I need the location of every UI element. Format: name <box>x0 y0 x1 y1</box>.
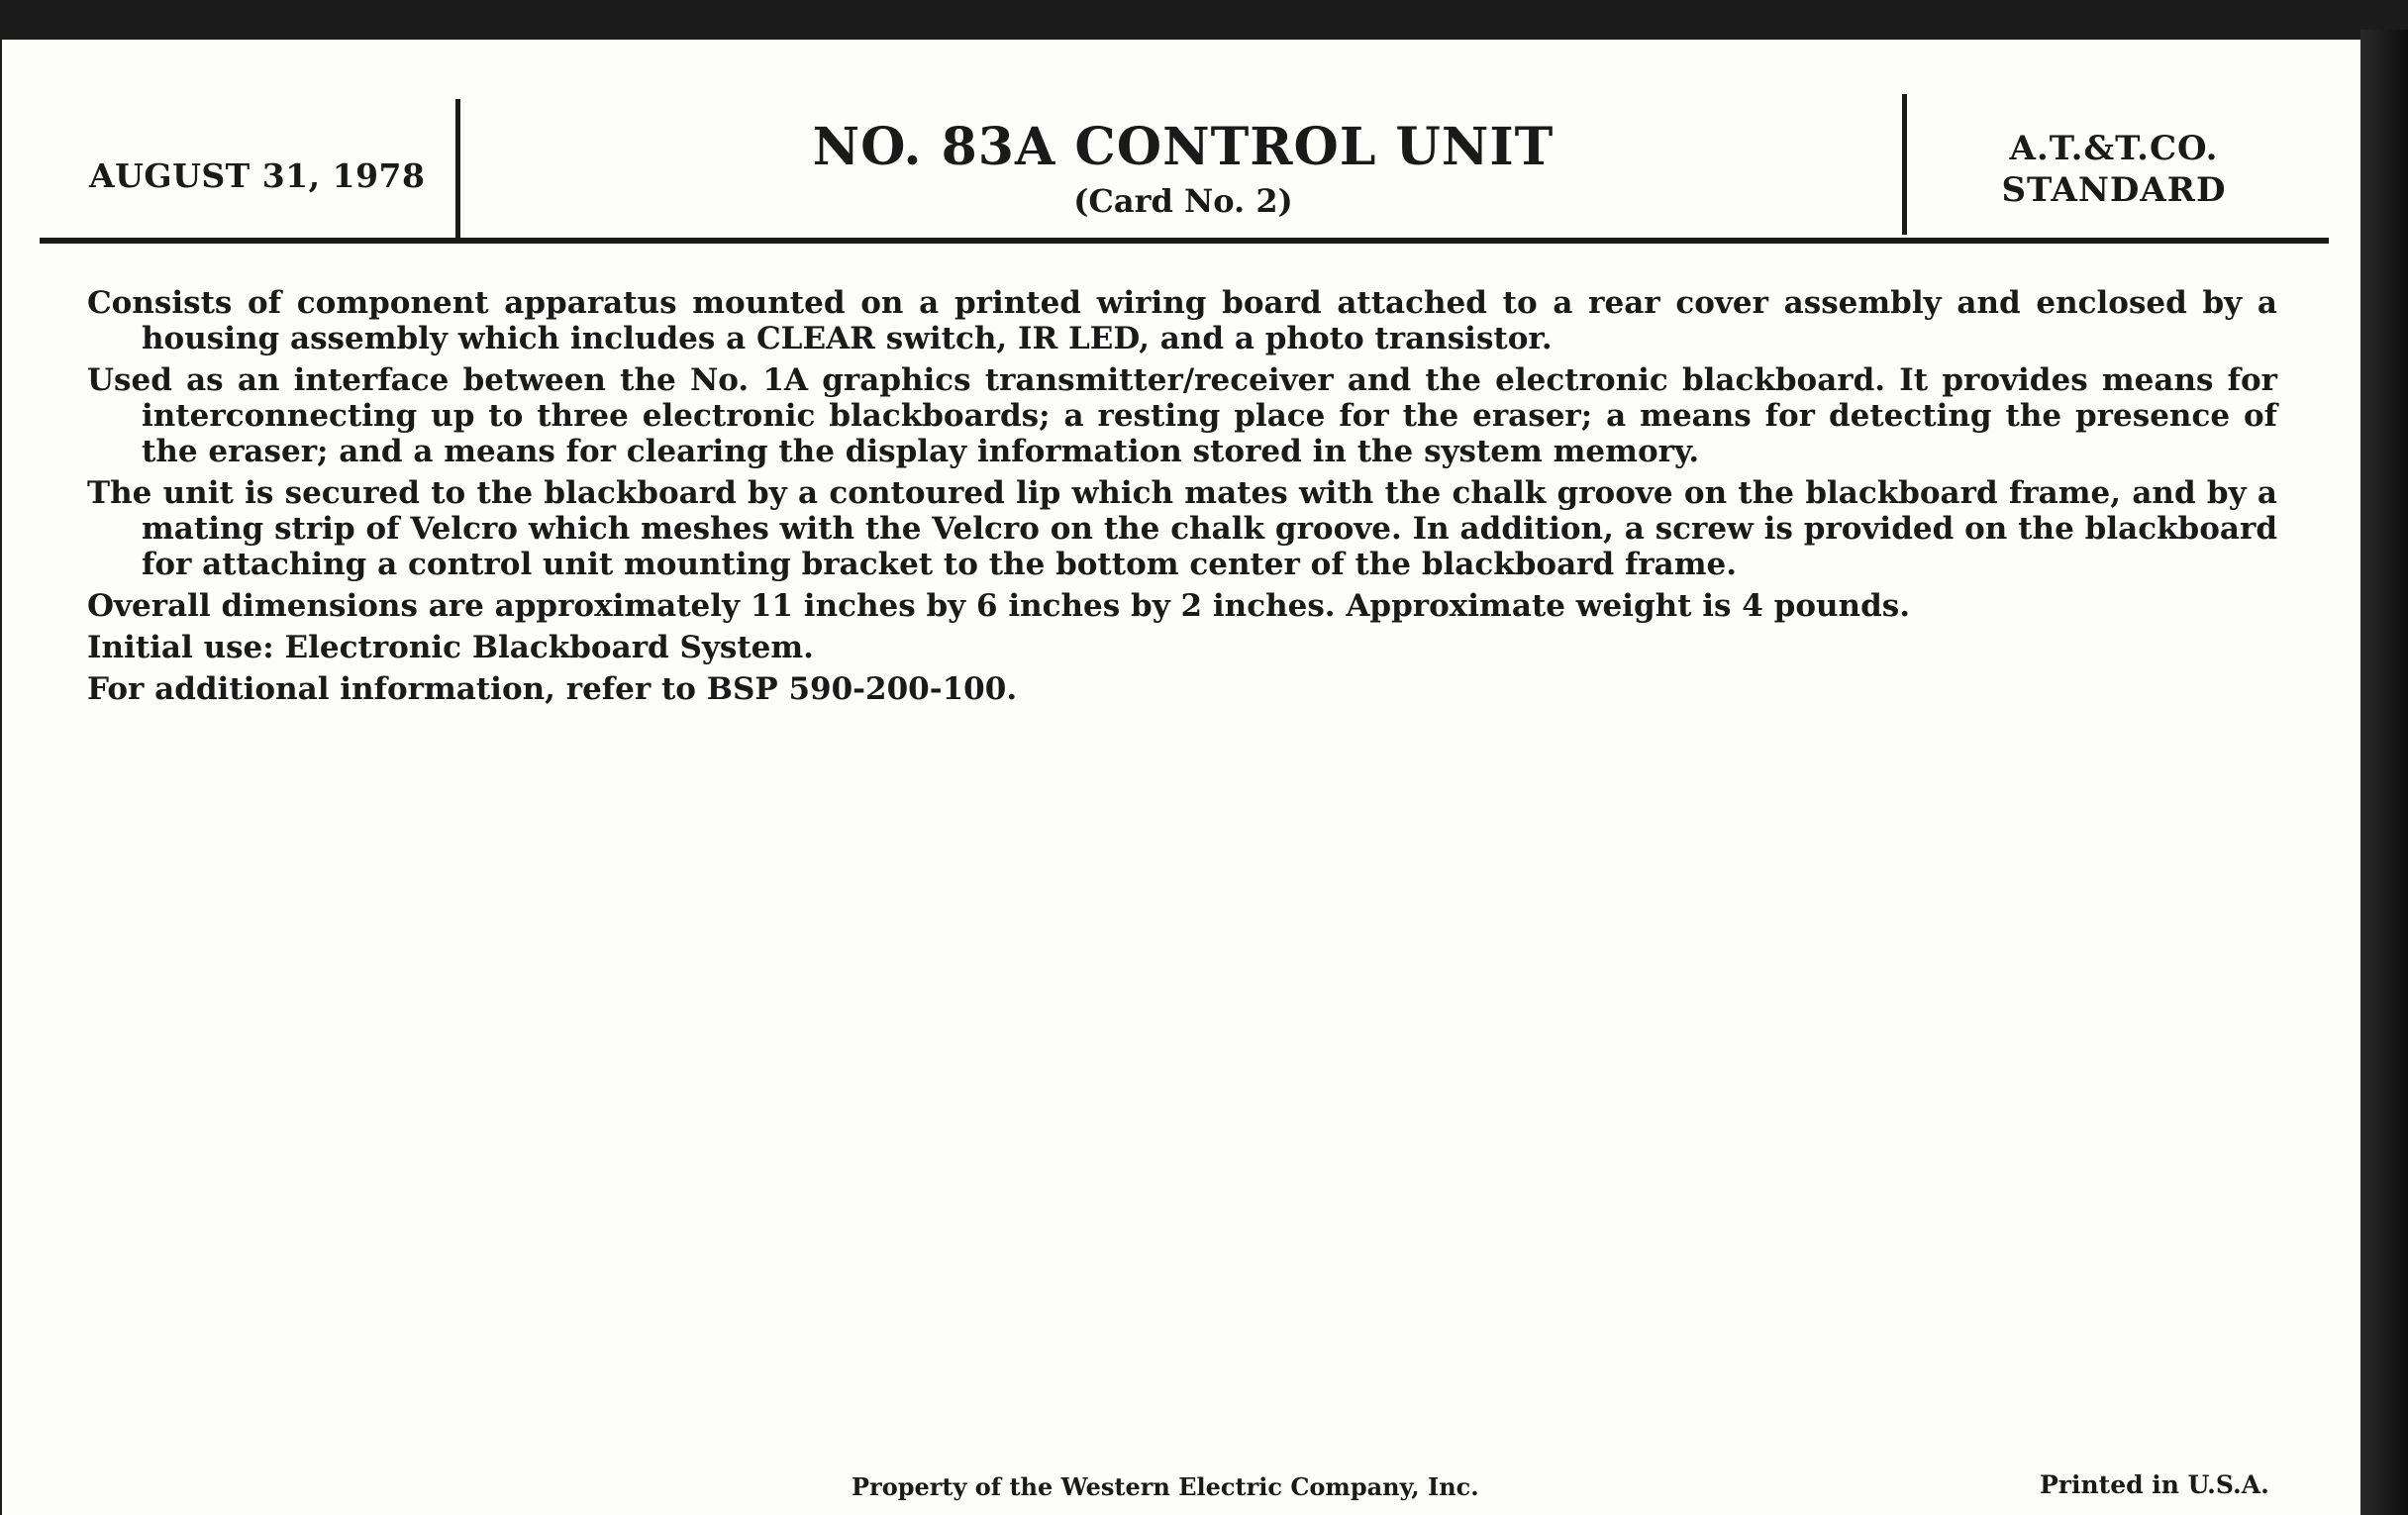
standard-label: STANDARD <box>2001 170 2227 210</box>
property-notice: Property of the Western Electric Company, Inc. <box>852 1472 1479 1501</box>
header-divider-right <box>1902 94 1907 235</box>
document-card <box>2 40 2360 1515</box>
header-rule <box>40 238 2329 244</box>
paragraph-mounting: The unit is secured to the blackboard by a contoured lip which mates with the chalk groove on the blackboard frame, and by a mating strip of Velcro which meshes with the Velcro on the chalk groove. In addition, a screw is provided on the blackboard for attaching a control unit mounting bracket to the bottom center of the blackboard frame. <box>87 475 2277 582</box>
issue-date: AUGUST 31, 1978 <box>89 156 426 195</box>
standard-org: A.T.&T.CO. <box>2009 129 2219 168</box>
print-origin: Printed in U.S.A. <box>2040 1470 2269 1499</box>
scan-edge <box>2360 30 2408 1515</box>
paragraph-reference: For additional information, refer to BSP 590-200-100. <box>87 671 1018 707</box>
card-number: (Card No. 2) <box>1073 182 1293 220</box>
paragraph-usage: Used as an interface between the No. 1A graphics transmitter/receiver and the electronic blackboard. It provides means for interconnecting up to three electronic blackboards; a resting place for the eraser; a means for detecting the presence of the eraser; and a means for clearing the display information stored in the system memory. <box>87 362 2277 469</box>
paragraph-initial-use: Initial use: Electronic Blackboard System. <box>87 630 814 665</box>
document-title: NO. 83A CONTROL UNIT <box>812 117 1555 177</box>
paragraph-construction: Consists of component apparatus mounted on a printed wiring board attached to a rear cover assembly and enclosed by a housing assembly which includes a CLEAR switch, IR LED, and a photo transistor. <box>87 285 2277 356</box>
description-body <box>87 285 2277 713</box>
header-divider-left <box>455 99 460 240</box>
paragraph-dimensions: Overall dimensions are approximately 11 inches by 6 inches by 2 inches. Approximate weight is 4 pounds. <box>87 588 1911 624</box>
